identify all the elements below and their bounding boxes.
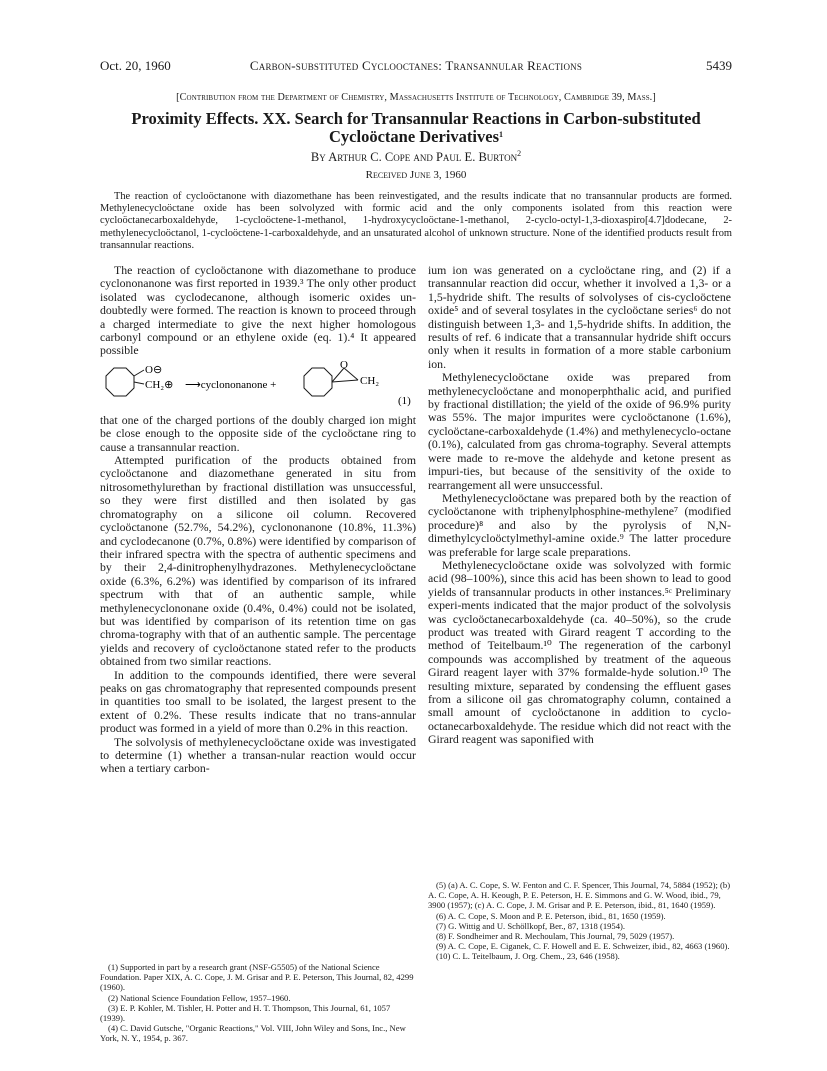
reaction-scheme-drawing (100, 360, 416, 410)
running-head (100, 58, 732, 76)
authors-footnote-mark: 2 (517, 149, 522, 158)
left-paragraph-1: The reaction of cycloöctanone with diazomethane to produce cyclononanone was first reported in 1939.³ The only other product isolated was cyclodecanone, although isomeric oxides un-doubtedly were formed. The reaction is known to proceed through a charged intermediate to give the next higher homologous carbonyl compound or an ethylene oxide (eq. 1).⁴ It appeared possible (100, 263, 416, 358)
footnote: (8) F. Sondheimer and R. Mechoulam, This Journal, 79, 5029 (1957). (436, 931, 675, 942)
issue-date: Oct. 20, 1960 (100, 58, 171, 73)
footnote: (9) A. C. Cope, E. Ciganek, C. F. Howell and E. E. Schweizer, ibid., 82, 4663 (1960). (436, 941, 730, 952)
equation-number: (1) (398, 394, 411, 407)
cyclooctane-ring-left (106, 368, 134, 396)
right-paragraph-2: Methylenecycloöctane oxide was prepared from methylenecycloöctane and monoperphthalic acid, and purified by fractional distillation; the yield of the oxide of 96.9% purity was 55%. The major impurites were cycloöctanone (1.6%), cycloöctane-carboxaldehyde (1.4%) and methylenecyclo-octane (0.1%), calculated from gas chroma-tography. Several attempts were made to re-move the aldehyde and ketone present as impuri-ties, but because of the sensitivity of the oxide to rearrangement all were unsuccessful. (428, 370, 731, 492)
footnote: (1) Supported in part by a research grant (NSF-G5505) of the National Science Foundation. Paper XIX, A. C. Cope, J. M. Grisar and P. E. Peterson, This Journal, 82, 4299 (1960). (100, 962, 414, 993)
left-paragraph-3: Attempted purification of the products obtained from cycloöctanone and diazomethane generated in situ from nitrosomethylurethan by fractional distillation was unsuccessful, so they were first distilled and then isolated by gas chromatography on a silicone oil column. Recovered cycloöctanone (52.7%, 54.2%), cyclononanone (10.8%, 11.3%) and cyclodecanone (0.7%, 0.8%) were identified by comparison of their infrared spectra with the spectra of authentic specimens and by their 2,4-dinitrophenylhydrazones. Methylenecycloöctane oxide (6.3%, 6.2%) was identified by comparison of its infrared spectrum with that of an authentic sample, while methylenecyclononane oxide (0.4%, 0.4%) could not be isolated, but was identified by comparison of its retention time on gas chroma-tography with that of an authentic sample. The percentage yields and recovery of cycloöctanone stated refer to the products obtained from two similar reactions. (100, 453, 416, 669)
footnote: (2) National Science Foundation Fellow, 1957–1960. (108, 992, 291, 1003)
bond-left-ch2 (134, 382, 144, 384)
footnote: (7) G. Wittig and U. Schöllkopf, Ber., 87, 1318 (1954). (436, 920, 626, 931)
o-minus-label: O⊖ (145, 363, 163, 376)
abstract: The reaction of cycloöctanone with diazomethane has been reinvestigated, and the results indicate that no transannular products are formed. Methylenecycloöctane oxide has been solvolyzed with formic acid and the only components isolated from this reaction were cycloöctanecarboxaldehyde, 1-cycloöctene-1-methanol, 1-hydroxycycloöctane-1-methanol, 2-cyclo-octyl-1,3-dioxaspiro[4.7]dodecane, 2-methylenecycloöctanol, 1-cycloöctene-1-carboxaldehyde, and an unsaturated alcohol of unknown structure. None of the identified products result from transannular reactions. (100, 191, 732, 251)
right-paragraph-4: Methylenecycloöctane oxide was solvolyzed with formic acid (98–100%), since this acid has been shown to lead to good yields of transannular products in other instances.⁵ᶜ Preliminary experi-ments indicated that the major product of the solvolysis was cycloöctanecarboxaldehyde (ca. 40–50%), so the crude product was treated with Girard reagent T according to the method of Teitelbaum.¹⁰ The regeneration of the carbonyl compounds was accomplished by treatment of the aqueous Girard reagent layer with 37% formalde-hyde solution.¹⁰ The resulting mixture, separated by condensing the effluent gases from a silicone oil gas chromatography column, contained a small amount of cycloöctanone in addition to cyclo-octanecarboxaldehyde. The residue which did not react with the Girard reagent was saponified with (428, 557, 731, 747)
right-paragraph-3: Methylenecycloöctane was prepared both by the reaction of cycloöctanone with triphenylphosphine-methylene⁷ (modified procedure)⁸ and also by the pyrolysis of N,N-dimethylcycloöctylmethyl-amine oxide.⁹ The latter procedure was preferable for large scale preparations. (428, 490, 731, 559)
authors (100, 150, 732, 165)
authors-text: By Arthur C. Cope and Paul E. Burton (310, 150, 518, 164)
footnotes-right (428, 880, 731, 962)
title-line-1: Proximity Effects. XX. Search for Transannular Reactions in Carbon-substituted (131, 109, 701, 128)
bond-epoxide-3 (332, 380, 358, 382)
contribution-line: [Contribution from the Department of Chemistry, Massachusetts Institute of Technology, Cambridge 39, Mass.] (176, 92, 656, 103)
title-footnote-mark: 1 (499, 130, 503, 139)
footnotes-left (100, 962, 416, 1044)
footnote: (6) A. C. Cope, S. Moon and P. E. Peterson, ibid., 81, 1650 (1959). (436, 910, 666, 921)
epoxide-o-label: O (340, 359, 348, 371)
right-paragraph-1: ium ion was generated on a cycloöctane ring, and (2) if a transannular reaction did occur, whether it involved a 1,3- or a 1,5-hydride shift. The results of solvolyses of cis-cycloöctene oxide⁵ and of several tosylates in the cycloöctane series⁶ do not distinguish between 1,3- and 1,5-hydride shifts. In addition, the results of ref. 6 indicate that a transannular hydride shift occurs only when it results in formation of a more stable carbonium ion. (428, 263, 731, 371)
ch2-plus-label: CH₂⊕ (145, 378, 174, 391)
reaction-scheme (100, 360, 416, 410)
left-column (100, 264, 416, 776)
footnote: (10) C. L. Teitelbaum, J. Org. Chem., 23, 646 (1958). (436, 951, 620, 962)
title-line-2 (100, 128, 732, 146)
page-number: 5439 (706, 58, 732, 73)
left-paragraph-5: The solvolysis of methylenecycloöctane oxide was investigated to determine (1) whether a transan-nular reaction would occur when a tertiary carbon- (100, 734, 416, 776)
title-line-2-text: Cycloöctane Derivatives (329, 127, 499, 146)
article-title (100, 110, 732, 146)
running-title: Carbon-substituted Cyclooctanes: Transannular Reactions (249, 58, 583, 73)
arrow-cyclononanone: ⟶cyclononanone + (185, 378, 277, 391)
left-paragraph-2: that one of the charged portions of the doubly charged ion might be close enough to the opposite side of the cycloöctane ring to cause a transannular reaction. (100, 412, 416, 454)
received-date: Received June 3, 1960 (365, 169, 467, 181)
footnote: (3) E. P. Kohler, M. Tishler, H. Potter and H. T. Thompson, This Journal, 61, 1057 (1939). (100, 1002, 391, 1024)
cyclooctane-ring-right (304, 368, 332, 396)
bond-left-o (134, 370, 144, 376)
footnote: (4) C. David Gutsche, "Organic Reactions," Vol. VIII, John Wiley and Sons, Inc., New York, N. Y., 1954, p. 367. (100, 1023, 406, 1044)
left-paragraph-4: In addition to the compounds identified, there were several peaks on gas chromatography that represented compounds present in quantities too small to be isolated, the largest present to the extent of 0.2%. These results indicate that no trans-annular product was formed in a yield of more than 0.2% in this reaction. (100, 667, 416, 736)
footnote: (5) (a) A. C. Cope, S. W. Fenton and C. F. Spencer, This Journal, 74, 5884 (1952); (b) A. C. Cope, A. H. Keough, P. E. Peterson, H. E. Simmons and G. W. Wood, ibid., 79, 3900 (1957); (c) A. C. Cope, J. M. Grisar and P. E. Peterson, ibid., 81, 1640 (1959). (428, 880, 731, 911)
right-column (428, 264, 731, 747)
epoxide-ch2-label: CH₂ (360, 374, 380, 387)
